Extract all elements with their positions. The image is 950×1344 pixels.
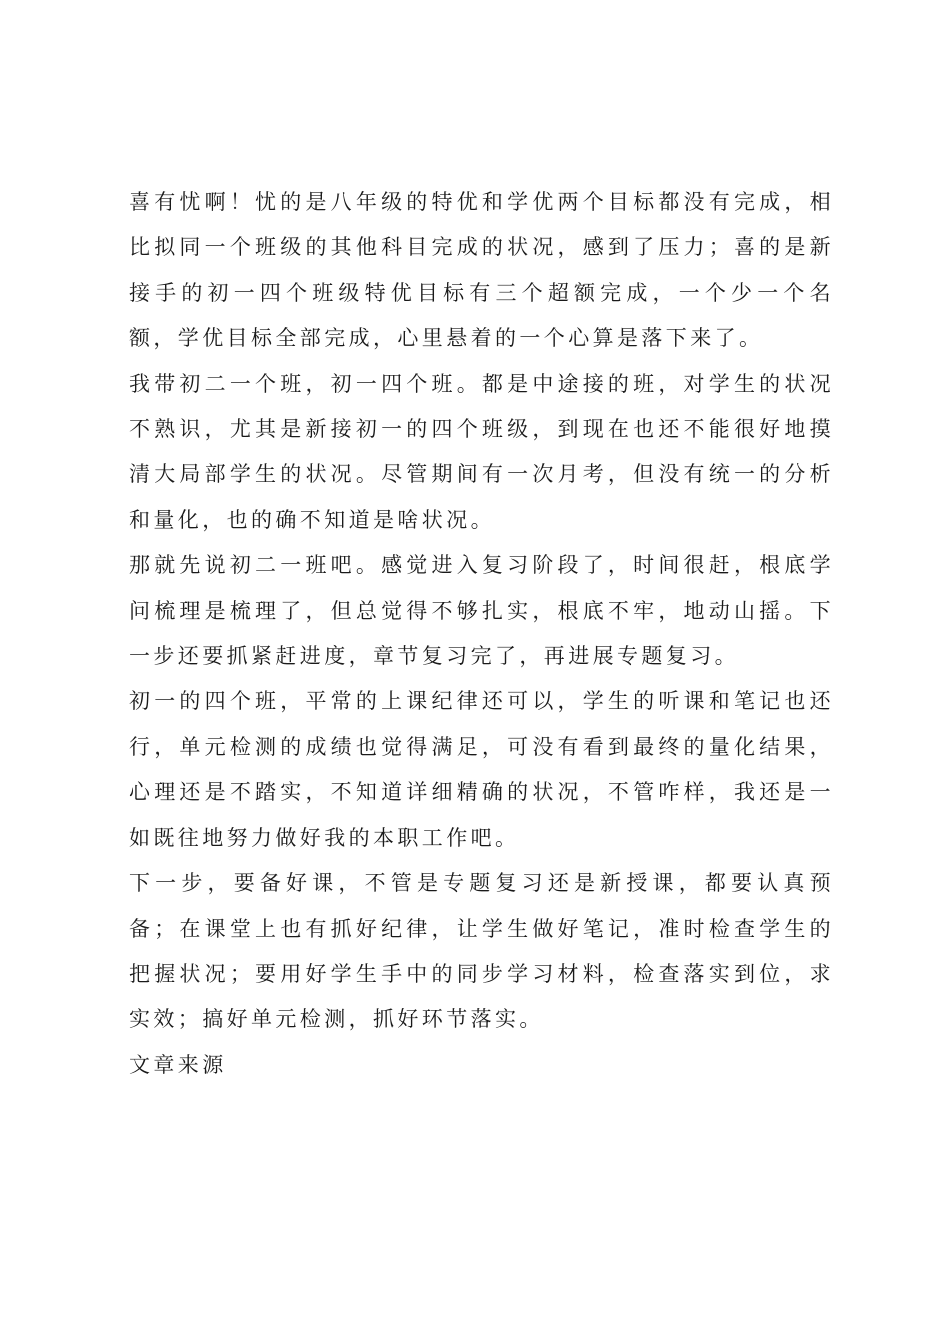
source-label: 文章来源 <box>129 1052 227 1077</box>
paragraph-5: 下一步，要备好课，不管是专题复习还是新授课，都要认真预备；在课堂上也有抓好纪律，让学生做好笔记，准时检查学生的把握状况；要用好学生手中的同步学习材料，检查落实到位，求实效；搞好单元检测，抓好环节落实。 <box>129 871 834 1032</box>
paragraph-2: 我带初二一个班，初一四个班。都是中途接的班，对学生的状况不熟识，尤其是新接初一的四个班级，到现在也还不能很好地摸清大局部学生的状况。尽管期间有一次月考，但没有统一的分析和量化，也的确不知道是啥状况。 <box>129 371 834 532</box>
paragraph-3: 那就先说初二一班吧。感觉进入复习阶段了，时间很赶，根底学问梳理是梳理了，但总觉得不够扎实，根底不牢，地动山摇。下一步还要抓紧赶进度，章节复习完了，再进展专题复习。 <box>129 553 834 669</box>
document-body <box>129 180 834 1088</box>
paragraph-4: 初一的四个班，平常的上课纪律还可以，学生的听课和笔记也还行，单元检测的成绩也觉得满足，可没有看到最终的量化结果，心理还是不踏实，不知道详细精确的状况，不管咋样，我还是一如既往地努力做好我的本职工作吧。 <box>129 689 834 850</box>
paragraph-1: 喜有忧啊！忧的是八年级的特优和学优两个目标都没有完成，相比拟同一个班级的其他科目完成的状况，感到了压力；喜的是新接手的初一四个班级特优目标有三个超额完成，一个少一个名额，学优目标全部完成，心里悬着的一个心算是落下来了。 <box>129 190 834 351</box>
